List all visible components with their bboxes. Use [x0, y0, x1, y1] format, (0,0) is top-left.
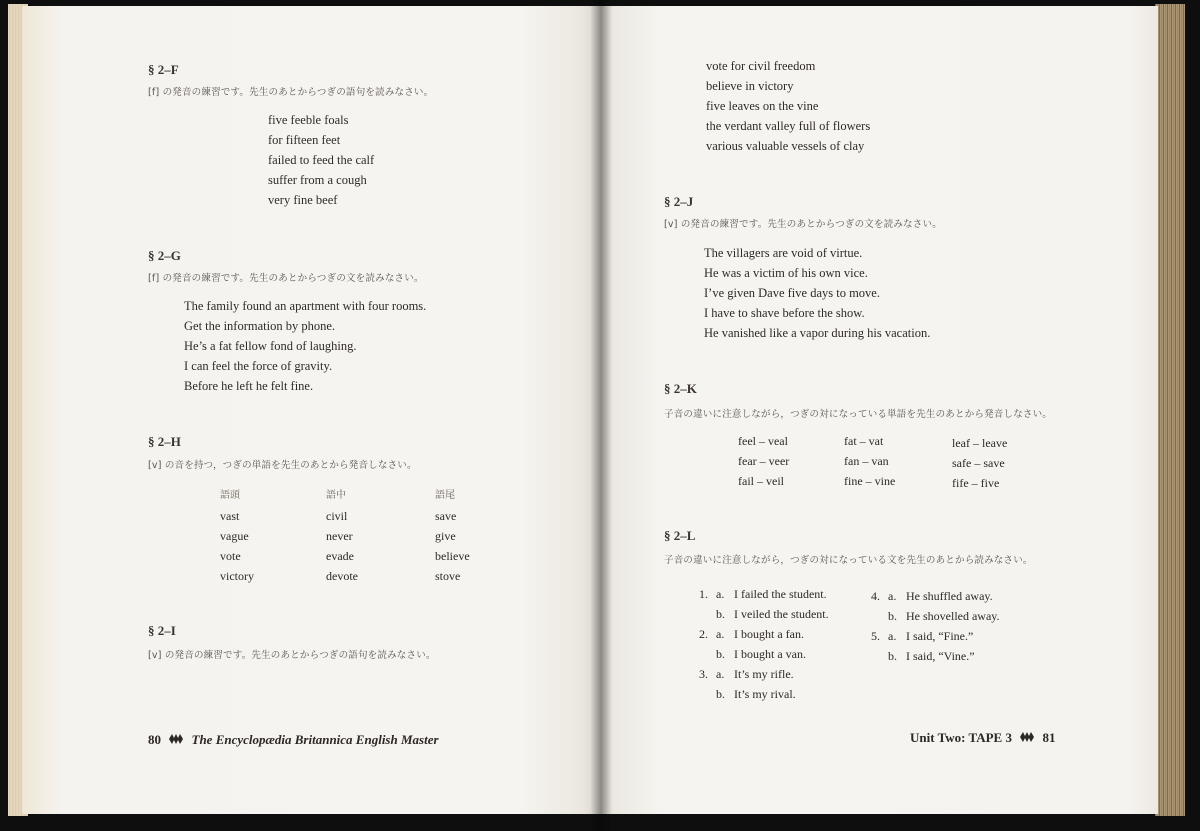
right-page [600, 6, 1158, 814]
page-edges-right [1155, 4, 1185, 816]
list-item: The family found an apartment with four rooms. [184, 299, 427, 313]
word-cell: vote [220, 549, 241, 563]
list-item: I have to shave before the show. [704, 306, 865, 320]
word-pair: fail – veil [738, 474, 784, 488]
list-item: for fifteen feet [268, 133, 341, 147]
section-2j-instruction: [v] の発音の練習です。先生のあとからつぎの文を読みなさい。 [664, 219, 942, 230]
publisher-logo-icon [168, 733, 184, 745]
word-cell: evade [326, 549, 354, 563]
word-pair: fife – five [952, 476, 1000, 490]
list-item: suffer from a cough [268, 173, 367, 187]
column-header: 語頭 [220, 490, 240, 501]
list-item: failed to feed the calf [268, 153, 375, 167]
word-cell: devote [326, 569, 358, 583]
word-pair: safe – save [952, 456, 1005, 470]
section-2i-lines [706, 56, 870, 156]
word-column-final [435, 486, 470, 586]
list-item: The villagers are void of virtue. [704, 246, 863, 260]
word-cell: believe [435, 549, 470, 563]
section-2i-heading: § 2–I [148, 623, 176, 638]
left-footer [148, 732, 439, 748]
sentence-b: b. I veiled the student. [716, 607, 829, 621]
list-item: various valuable vessels of clay [706, 139, 865, 153]
list-item: He’s a fat fellow fond of laughing. [184, 339, 357, 353]
list-item: believe in victory [706, 79, 794, 93]
list-item: He was a victim of his own vice. [704, 266, 868, 280]
sentence-pairs-left [692, 584, 829, 704]
section-2j-lines [704, 243, 930, 343]
sentence-b: b. It’s my rival. [716, 687, 796, 701]
pair-column-3 [952, 433, 1007, 493]
list-item: I’ve given Dave five days to move. [704, 286, 880, 300]
word-cell: give [435, 529, 456, 543]
book-spine-shadow [590, 0, 612, 831]
word-pair: feel – veal [738, 434, 788, 448]
word-pair: fat – vat [844, 434, 884, 448]
sentence-a: 4. a. He shuffled away. [871, 589, 993, 603]
list-item: five feeble foals [268, 113, 349, 127]
section-2h-instruction: [v] の音を持つ，つぎの単語を先生のあとから発音しなさい。 [148, 460, 417, 471]
left-page [22, 6, 600, 814]
word-cell: victory [220, 569, 254, 583]
page-number: 80 [148, 732, 161, 747]
section-2f-instruction: [f] の発音の練習です。先生のあとからつぎの語句を読みなさい。 [148, 87, 434, 98]
list-item: Before he left he felt fine. [184, 379, 314, 393]
list-item: I can feel the force of gravity. [184, 359, 333, 373]
list-item: vote for civil freedom [706, 59, 816, 73]
section-2f-lines [268, 110, 374, 210]
page-number: 81 [1042, 730, 1056, 745]
column-header: 語中 [326, 490, 346, 501]
pair-column-1 [738, 431, 789, 491]
sentence-a: 5. a. I said, “Fine.” [871, 629, 974, 643]
word-cell: never [326, 529, 353, 543]
word-column-medial [326, 486, 358, 586]
section-2f-heading: § 2–F [148, 62, 179, 77]
word-pair: fear – veer [738, 454, 790, 468]
list-item: Get the information by phone. [184, 319, 336, 333]
word-column-initial [220, 486, 254, 586]
word-pair: leaf – leave [952, 436, 1008, 450]
sentence-pairs-right [864, 586, 1000, 666]
book-title: The Encyclopædia Britannica English Master [191, 732, 439, 747]
pair-column-2 [844, 431, 895, 491]
section-2k-heading: § 2–K [664, 381, 697, 396]
word-cell: vague [220, 529, 249, 543]
unit-label: Unit Two: TAPE 3 [910, 730, 1012, 745]
section-2g-lines [184, 296, 426, 396]
list-item: very fine beef [268, 193, 338, 207]
word-pair: fine – vine [844, 474, 896, 488]
list-item: five leaves on the vine [706, 99, 819, 113]
section-2g-heading: § 2–G [148, 248, 181, 263]
list-item: the verdant valley full of flowers [706, 119, 871, 133]
sentence-a: 1. a. I failed the student. [699, 587, 827, 601]
word-cell: civil [326, 509, 348, 523]
list-item: He vanished like a vapor during his vacation. [704, 326, 931, 340]
sentence-a: 2. a. I bought a fan. [699, 627, 804, 641]
sentence-a: 3. a. It’s my rifle. [699, 667, 794, 681]
section-2g-instruction: [f] の発音の練習です。先生のあとからつぎの文を読みなさい。 [148, 273, 424, 284]
sentence-b: b. I said, “Vine.” [888, 649, 975, 663]
sentence-b: b. He shovelled away. [888, 609, 1000, 623]
section-2l-heading: § 2–L [664, 528, 696, 543]
section-2l-instruction: 子音の違いに注意しながら，つぎの対になっている文を先生のあとから読みなさい。 [664, 555, 1033, 566]
column-header: 語尾 [435, 490, 455, 501]
publisher-logo-icon [1019, 731, 1035, 743]
section-2i-instruction: [v] の発音の練習です。先生のあとからつぎの語句を読みなさい。 [148, 650, 436, 661]
section-2j-heading: § 2–J [664, 194, 694, 209]
section-2h-heading: § 2–H [148, 434, 181, 449]
section-2k-instruction: 子音の違いに注意しながら，つぎの対になっている単語を先生のあとから発音しなさい。 [664, 409, 1053, 420]
right-footer [910, 730, 1055, 746]
sentence-b: b. I bought a van. [716, 647, 806, 661]
word-cell: vast [220, 509, 240, 523]
word-cell: stove [435, 569, 461, 583]
word-cell: save [435, 509, 457, 523]
word-pair: fan – van [844, 454, 889, 468]
